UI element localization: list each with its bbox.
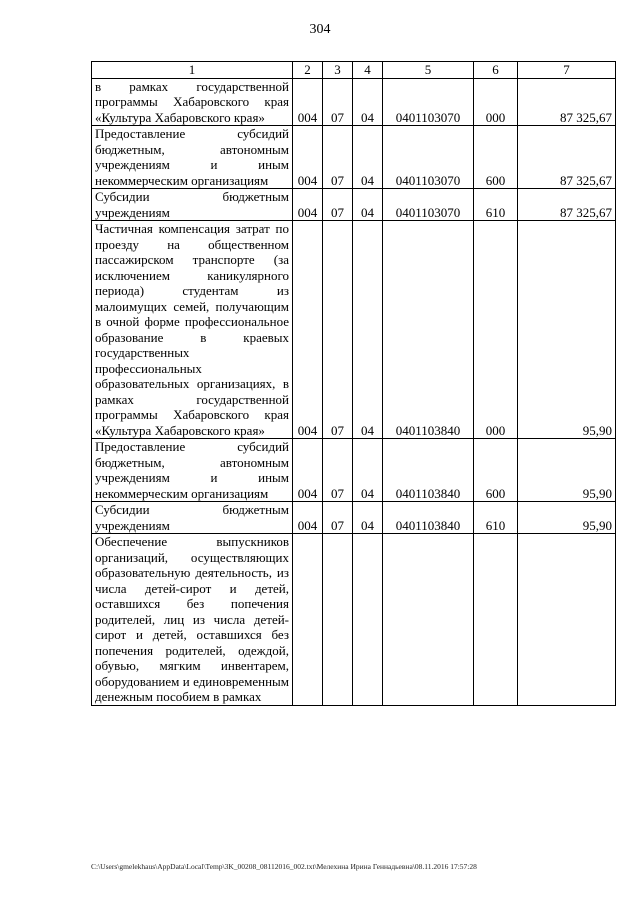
table-row — [92, 126, 616, 189]
cell-expense-type: 000 — [474, 78, 518, 126]
cell-target-article: 0401103070 — [383, 126, 474, 189]
cell-amount — [518, 534, 616, 706]
row-name: Предоставление субсидий бюджетным, автономным учреждениям и иным некоммерческим организациям — [92, 439, 293, 502]
file-path-footer: C:\Users\gmelekhaus\AppData\Local\Temp\3K_00208_08112016_002.txt\Мелехина Ирина Геннадьевна\08.11.2016 17:57:28 — [91, 862, 477, 871]
page-number: 304 — [309, 22, 331, 37]
row-name: Частичная компенсация затрат по проезду на общественном пассажирском транспорте (за исключением каникулярного периода) студентам из малоимущих семей, получающим в очной форме профессиональное образование в краевых государственных профессиональных образовательных организациях, в рамках государственной программы Хабаровского края «Культура Хабаровского края» — [92, 221, 293, 439]
table-row — [92, 439, 616, 502]
cell-expense-type — [474, 534, 518, 706]
cell-subsection: 04 — [353, 126, 383, 189]
cell-section: 07 — [323, 126, 353, 189]
cell-expense-type: 600 — [474, 126, 518, 189]
row-name: Обеспечение выпускников организаций, осуществляющих образовательную деятельность, из числа детей-сирот и детей, оставшихся без попечения родителей, лиц из числа детей-сирот и детей, оставшихся без попечения родителей, одеждой, обувью, мягким инвентарем, оборудованием и единовременным денежным пособием в рамках — [92, 534, 293, 706]
cell-amount: 87 325,67 — [518, 126, 616, 189]
cell-section: 07 — [323, 221, 353, 439]
cell-amount: 95,90 — [518, 439, 616, 502]
table-row — [92, 189, 616, 221]
row-name: Субсидии бюджетным учреждениям — [92, 189, 293, 221]
cell-subsection: 04 — [353, 221, 383, 439]
cell-ministry-code: 004 — [293, 439, 323, 502]
cell-subsection: 04 — [353, 78, 383, 126]
cell-section: 07 — [323, 78, 353, 126]
column-header: 6 — [474, 62, 518, 79]
row-name: Субсидии бюджетным учреждениям — [92, 502, 293, 534]
cell-target-article: 0401103070 — [383, 189, 474, 221]
column-header: 4 — [353, 62, 383, 79]
cell-expense-type: 610 — [474, 502, 518, 534]
cell-expense-type: 610 — [474, 189, 518, 221]
cell-ministry-code: 004 — [293, 502, 323, 534]
table-row — [92, 502, 616, 534]
cell-amount: 87 325,67 — [518, 78, 616, 126]
cell-target-article — [383, 534, 474, 706]
cell-section: 07 — [323, 189, 353, 221]
cell-amount: 95,90 — [518, 221, 616, 439]
table-row — [92, 221, 616, 439]
cell-target-article: 0401103840 — [383, 439, 474, 502]
cell-expense-type: 000 — [474, 221, 518, 439]
cell-expense-type: 600 — [474, 439, 518, 502]
cell-section — [323, 534, 353, 706]
row-name: в рамках государственной программы Хабаровского края «Культура Хабаровского края» — [92, 78, 293, 126]
cell-ministry-code: 004 — [293, 126, 323, 189]
cell-subsection: 04 — [353, 439, 383, 502]
column-header: 1 — [92, 62, 293, 79]
row-name: Предоставление субсидий бюджетным, автономным учреждениям и иным некоммерческим организациям — [92, 126, 293, 189]
cell-ministry-code: 004 — [293, 78, 323, 126]
cell-subsection: 04 — [353, 502, 383, 534]
table-row — [92, 78, 616, 126]
column-header: 2 — [293, 62, 323, 79]
cell-subsection: 04 — [353, 189, 383, 221]
column-header: 5 — [383, 62, 474, 79]
table-row — [92, 534, 616, 706]
column-header: 7 — [518, 62, 616, 79]
cell-section: 07 — [323, 502, 353, 534]
cell-ministry-code — [293, 534, 323, 706]
cell-target-article: 0401103840 — [383, 221, 474, 439]
cell-amount: 95,90 — [518, 502, 616, 534]
cell-target-article: 0401103840 — [383, 502, 474, 534]
cell-subsection — [353, 534, 383, 706]
table-header-row — [92, 62, 616, 79]
cell-amount: 87 325,67 — [518, 189, 616, 221]
cell-target-article: 0401103070 — [383, 78, 474, 126]
cell-ministry-code: 004 — [293, 221, 323, 439]
cell-ministry-code: 004 — [293, 189, 323, 221]
cell-section: 07 — [323, 439, 353, 502]
budget-table — [91, 61, 616, 706]
column-header: 3 — [323, 62, 353, 79]
